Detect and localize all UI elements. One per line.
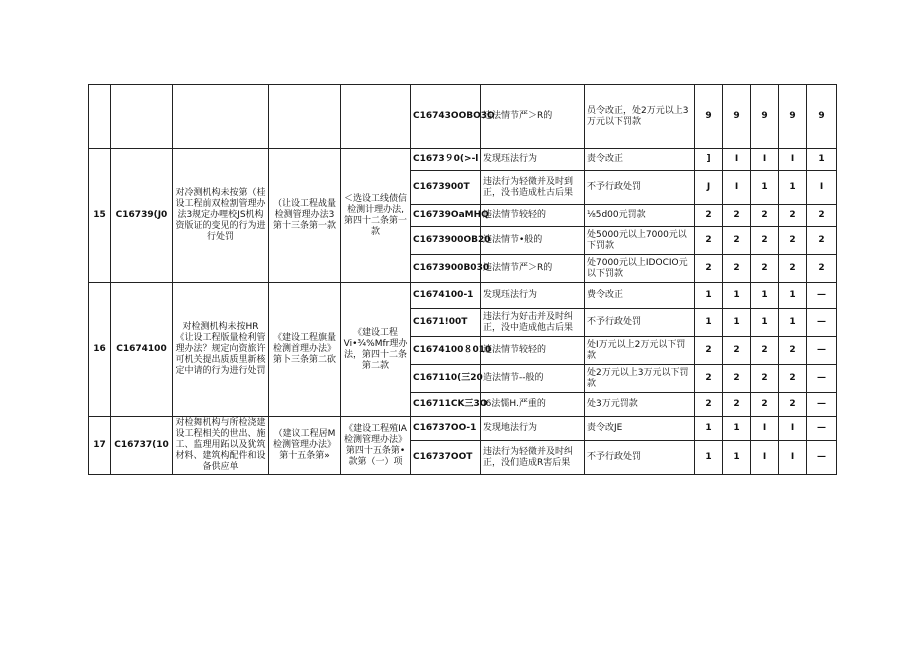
- item-description: 对检测机构未按HR《让设工程版量检利管理办法？规定向资旅许可机关提出质质里新核定中请的行为进行处罚: [173, 283, 269, 417]
- value-cell: J: [695, 171, 723, 205]
- item-code: C16739(J0: [111, 149, 173, 283]
- value-cell: 2: [695, 337, 723, 365]
- sub-code-cell: C16743OOBO3O: [411, 85, 481, 149]
- value-cell: 2: [779, 393, 807, 417]
- value-cell: 1: [695, 441, 723, 475]
- value-cell: 2: [695, 205, 723, 227]
- condition-cell: 违法情节较轻的: [481, 205, 585, 227]
- value-cell: 1: [751, 309, 779, 337]
- penalty-basis: ＜选设工线债信检测计理办法,第四十二条第一款: [341, 149, 411, 283]
- empty-cell: [173, 85, 269, 149]
- item-code: C1674100: [111, 283, 173, 417]
- sub-code-cell: C16739OaMHQ: [411, 205, 481, 227]
- value-cell: 2: [751, 365, 779, 393]
- table-row: [89, 417, 837, 441]
- condition-cell: 发现珏法行为: [481, 149, 585, 171]
- value-cell: 1: [807, 149, 837, 171]
- sub-code-cell: C1674100８010: [411, 337, 481, 365]
- value-cell: —: [807, 365, 837, 393]
- value-cell: 2: [779, 365, 807, 393]
- value-cell: I: [779, 441, 807, 475]
- condition-cell: 违法情节严＞R的: [481, 255, 585, 283]
- penalty-cell: 处7000元以上IDOCIO元以下罚款: [585, 255, 695, 283]
- sub-code-cell: C1673900OB20: [411, 227, 481, 255]
- value-cell: 2: [751, 227, 779, 255]
- value-cell: I: [751, 149, 779, 171]
- value-cell: 1: [723, 309, 751, 337]
- value-cell: 2: [723, 255, 751, 283]
- penalty-cell: 不予行政处罚: [585, 171, 695, 205]
- table-row: [89, 85, 837, 149]
- value-cell: 1: [723, 283, 751, 309]
- value-cell: —: [807, 417, 837, 441]
- value-cell: 2: [807, 205, 837, 227]
- value-cell: 2: [723, 227, 751, 255]
- penalty-cell: 责令改JE: [585, 417, 695, 441]
- item-description: 对冷测机构未按第（桂设工程前双检割管理办法3规定办哩校JS机构资版证的变见的行为进行处罚: [173, 149, 269, 283]
- row-index: 15: [89, 149, 111, 283]
- condition-cell: 违法情节较轻的: [481, 337, 585, 365]
- penalty-cell: 员令改正，处2万元以上3万元以下罚款: [585, 85, 695, 149]
- empty-cell: [269, 85, 341, 149]
- condition-cell: I6法懦H.严重的: [481, 393, 585, 417]
- condition-cell: 违法行为轻微并及时纠正，没们造成R害后果: [481, 441, 585, 475]
- sub-code-cell: C16711CK三3O: [411, 393, 481, 417]
- value-cell: 2: [779, 227, 807, 255]
- value-cell: 1: [695, 309, 723, 337]
- value-cell: 1: [751, 171, 779, 205]
- value-cell: 1: [695, 283, 723, 309]
- sub-code-cell: C16737OOT: [411, 441, 481, 475]
- sub-code-cell: C1673９0(>-l: [411, 149, 481, 171]
- sub-code-cell: C1671!00T: [411, 309, 481, 337]
- penalty-table: [88, 84, 837, 475]
- item-description: 对检舞机构与所检浇建设工程相关的世出、施工、监理用跖以及犹筑材料、建筑构配件和设备供应单: [173, 417, 269, 475]
- value-cell: —: [807, 337, 837, 365]
- value-cell: 2: [807, 227, 837, 255]
- condition-cell: 违法情节严＞R的: [481, 85, 585, 149]
- value-cell: 2: [807, 255, 837, 283]
- condition-cell: 违法行为好击并及时纠正，没中造成他古后果: [481, 309, 585, 337]
- value-cell: I: [779, 417, 807, 441]
- value-cell: 2: [695, 393, 723, 417]
- value-cell: I: [807, 171, 837, 205]
- value-cell: I: [751, 417, 779, 441]
- value-cell: 1: [695, 417, 723, 441]
- value-cell: 1: [723, 441, 751, 475]
- value-cell: 2: [723, 205, 751, 227]
- condition-cell: 违法情节•般的: [481, 227, 585, 255]
- condition-cell: 发现珏法行为: [481, 283, 585, 309]
- value-cell: 9: [723, 85, 751, 149]
- legal-basis: （让设工程战量检测管理办法3第十三条第一款: [269, 149, 341, 283]
- sub-code-cell: C1674100-1: [411, 283, 481, 309]
- value-cell: 2: [779, 205, 807, 227]
- penalty-basis: 《建设工程殖IA检测管理办法》第四十五条第•款第（一）项: [341, 417, 411, 475]
- value-cell: 1: [751, 283, 779, 309]
- table-row: [89, 149, 837, 171]
- penalty-cell: 不予行政处罚: [585, 441, 695, 475]
- penalty-cell: 处5000元以上7000元以下罚款: [585, 227, 695, 255]
- value-cell: 2: [779, 255, 807, 283]
- penalty-cell: 处2万元以上3万元以下罚款: [585, 365, 695, 393]
- penalty-cell: ⅛5d00元罚款: [585, 205, 695, 227]
- value-cell: I: [723, 149, 751, 171]
- value-cell: 1: [779, 309, 807, 337]
- value-cell: I: [723, 171, 751, 205]
- table-row: [89, 283, 837, 309]
- row-index: 16: [89, 283, 111, 417]
- value-cell: —: [807, 441, 837, 475]
- value-cell: 2: [751, 255, 779, 283]
- value-cell: I: [779, 149, 807, 171]
- value-cell: 9: [695, 85, 723, 149]
- condition-cell: 发现地法行为: [481, 417, 585, 441]
- condition-cell: 造法情节--般的: [481, 365, 585, 393]
- penalty-cell: 费令改正: [585, 283, 695, 309]
- legal-basis: （建议工程居M检测管理办法》第十五条第»: [269, 417, 341, 475]
- condition-cell: 违法行为轻微并及时到正，没书造成杜古后果: [481, 171, 585, 205]
- penalty-cell: 不予行政处罚: [585, 309, 695, 337]
- empty-cell: [341, 85, 411, 149]
- value-cell: —: [807, 283, 837, 309]
- empty-cell: [111, 85, 173, 149]
- empty-cell: [89, 85, 111, 149]
- value-cell: I: [751, 441, 779, 475]
- value-cell: 1: [723, 417, 751, 441]
- value-cell: 2: [779, 337, 807, 365]
- value-cell: 1: [779, 283, 807, 309]
- value-cell: 9: [751, 85, 779, 149]
- value-cell: —: [807, 309, 837, 337]
- penalty-basis: 《建设工程Vi•¾%Mfr理办法，第四十二条第二款: [341, 283, 411, 417]
- penalty-cell: 处I万元以上2万元以下罚款: [585, 337, 695, 365]
- sub-code-cell: C1673900B030: [411, 255, 481, 283]
- value-cell: 9: [779, 85, 807, 149]
- value-cell: ]: [695, 149, 723, 171]
- value-cell: 2: [723, 393, 751, 417]
- value-cell: 2: [751, 337, 779, 365]
- value-cell: 2: [723, 337, 751, 365]
- value-cell: 2: [751, 393, 779, 417]
- value-cell: 2: [695, 255, 723, 283]
- value-cell: —: [807, 393, 837, 417]
- sub-code-cell: C1673900T: [411, 171, 481, 205]
- value-cell: 2: [751, 205, 779, 227]
- item-code: C16737(10: [111, 417, 173, 475]
- penalty-cell: 责令改正: [585, 149, 695, 171]
- row-index: 17: [89, 417, 111, 475]
- value-cell: 2: [695, 227, 723, 255]
- value-cell: 1: [779, 171, 807, 205]
- value-cell: 2: [723, 365, 751, 393]
- sub-code-cell: C16737OO-1: [411, 417, 481, 441]
- value-cell: 2: [695, 365, 723, 393]
- sub-code-cell: C167110(三20: [411, 365, 481, 393]
- penalty-cell: 处3万元罚款: [585, 393, 695, 417]
- legal-basis: 《建设工程旗量检测首理办法》第卜三条第二砍: [269, 283, 341, 417]
- value-cell: 9: [807, 85, 837, 149]
